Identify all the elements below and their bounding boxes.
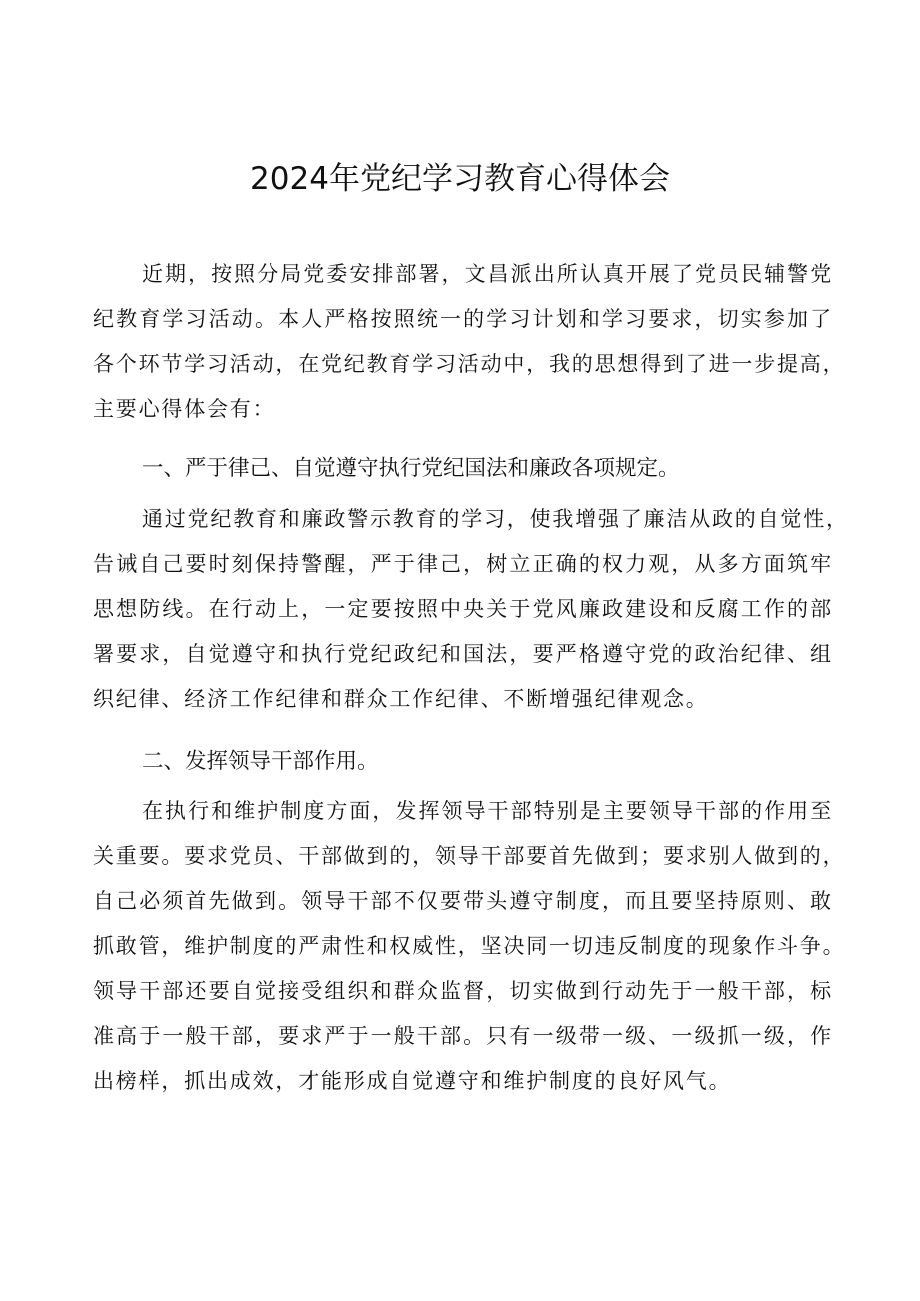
paragraph-intro bbox=[93, 252, 846, 432]
paragraph-section-2 bbox=[93, 789, 846, 1104]
paragraph-line: 告诫自己要时刻保持警醒，严于律己，树立正确的权力观，从多方面筑牢 bbox=[93, 552, 833, 576]
paragraph-line: 准高于一般干部，要求严于一般干部。只有一级带一级、一级抓一级，作 bbox=[93, 1024, 833, 1048]
paragraph-line: 通过党纪教育和廉政警示教育的学习，使我增强了廉洁从政的自觉性， bbox=[142, 507, 849, 531]
paragraph-line: 近期，按照分局党委安排部署，文昌派出所认真开展了党员民辅警党 bbox=[142, 262, 833, 286]
paragraph-line: 关重要。要求党员、干部做到的，领导干部要首先做到；要求别人做到的， bbox=[93, 844, 846, 868]
paragraph-line: 在执行和维护制度方面，发挥领导干部特别是主要领导干部的作用至 bbox=[142, 799, 833, 823]
paragraph-line: 出榜样，抓出成效，才能形成自觉遵守和维护制度的良好风气。 bbox=[93, 1069, 732, 1093]
paragraph-line: 纪教育学习活动。本人严格按照统一的学习计划和学习要求，切实参加了 bbox=[93, 307, 833, 331]
paragraph-line: 织纪律、经济工作纪律和群众工作纪律、不断增强纪律观念。 bbox=[93, 687, 709, 711]
paragraph-line: 署要求，自觉遵守和执行党纪政纪和国法，要严格遵守党的政治纪律、组 bbox=[93, 642, 833, 666]
paragraph-line: 自己必须首先做到。领导干部不仅要带头遵守制度，而且要坚持原则、敢 bbox=[93, 889, 833, 913]
paragraph-line: 各个环节学习活动，在党纪教育学习活动中，我的思想得到了进一步提高， bbox=[93, 352, 846, 376]
paragraph-line: 主要心得体会有： bbox=[93, 397, 276, 421]
paragraph-section-1 bbox=[93, 497, 849, 722]
document-title: 2024年党纪学习教育心得体会 bbox=[250, 161, 670, 197]
section-heading-1: 一、严于律己、自觉遵守执行党纪国法和廉政各项规定。 bbox=[142, 456, 680, 481]
paragraph-line: 思想防线。在行动上，一定要按照中央关于党风廉政建设和反腐工作的部 bbox=[93, 597, 833, 621]
paragraph-line: 领导干部还要自觉接受组织和群众监督，切实做到行动先于一般干部，标 bbox=[93, 979, 833, 1003]
section-heading-2: 二、发挥领导干部作用。 bbox=[142, 749, 379, 774]
paragraph-line: 抓敢管，维护制度的严肃性和权威性，坚决同一切违反制度的现象作斗争。 bbox=[93, 934, 846, 958]
